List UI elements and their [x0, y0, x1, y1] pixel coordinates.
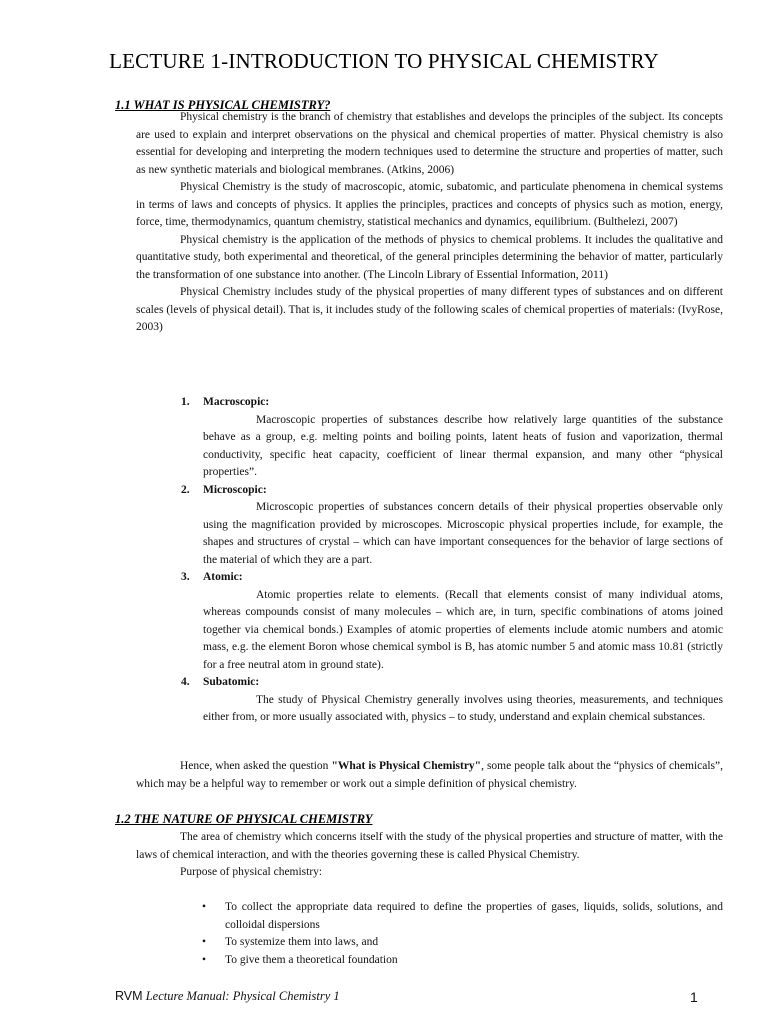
section-heading-2: 1.2 THE NATURE OF PHYSICAL CHEMISTRY: [115, 812, 373, 826]
item-text: Microscopic properties of substances concern details of their physical properties observable only using the magnification provided by microscopes. Microscopic physical properties include, for example, the shapes and structures of crystal – which can have important consequences for the behavior of large sections of the material of which they are a part.: [203, 501, 723, 566]
item-label: Atomic:: [203, 571, 243, 583]
section1-intro: [136, 109, 723, 337]
item-number: 1.: [181, 396, 190, 408]
item-text: Macroscopic properties of substances describe how relatively large quantities of the substance behave as a group, e.g. melting points and boiling points, latent heats of fusion and vaporization, thermal conductivity, specific heat capacity, coefficient of linear thermal expansion, and many other “physical properties”.: [203, 413, 723, 478]
scales-list: [136, 394, 723, 727]
list-item: [136, 394, 723, 482]
purpose-label: Purpose of physical chemistry:: [180, 866, 323, 878]
footer-manual-title: Lecture Manual: Physical Chemistry 1: [145, 989, 340, 1003]
bullet-icon: •: [202, 901, 207, 913]
bullet-icon: •: [202, 936, 207, 948]
section-heading-1: 1.1 WHAT IS PHYSICAL CHEMISTRY?: [115, 98, 331, 112]
section1-closing: [136, 758, 723, 793]
paragraph: Physical Chemistry includes study of the physical properties of many different types of substances and on different scales (levels of physical detail). That is, it includes study of the following scales of chemical properties of materials: (IvyRose, 2003): [136, 286, 723, 333]
item-text: The study of Physical Chemistry generally involves using theories, measurements, and techniques either from, or more usually associated with, physics – to study, understand and explain chemical substances.: [203, 693, 723, 723]
paragraph: The area of chemistry which concerns itself with the study of the physical properties and structure of matter, with the laws of chemical interaction, and with the theories governing these is called Physical Chemistry.: [136, 831, 723, 861]
item-label: Subatomic:: [203, 676, 260, 688]
item-number: 4.: [181, 676, 190, 688]
item-number: 2.: [181, 483, 190, 496]
bullet-icon: •: [202, 953, 207, 966]
paragraph: Physical chemistry is the application of the methods of physics to chemical problems. It includes the qualitative and quantitative study, both experimental and theoretical, of the general principles determining the behavior of matter, particularly the transformation of one substance into another. (The Lincoln Library of Essential Information, 2011): [136, 233, 723, 281]
page-title: LECTURE 1-INTRODUCTION TO PHYSICAL CHEMISTRY: [109, 49, 659, 73]
item-label: Macroscopic:: [203, 396, 270, 408]
list-item: [136, 569, 723, 674]
paragraph: Physical chemistry is the branch of chemistry that establishes and develops the principles of the subject. Its concepts are used to explain and interpret observations on the physical and chemical properties of matter. Physical chemistry is also essential for developing and interpreting the modern techniques used to determine the structure and properties of matter, such as new synthetic materials and biological membranes. (Atkins, 2006): [136, 111, 723, 176]
list-item: • To systemize them into laws, and: [136, 934, 723, 952]
page-number: 1: [690, 989, 698, 1005]
emphasis: "What is Physical Chemistry": [331, 760, 482, 772]
footer-prefix: RVM: [115, 989, 143, 1003]
list-item: • To give them a theoretical foundation: [136, 952, 723, 970]
section2-body: [136, 829, 723, 882]
footer: [115, 989, 340, 1004]
list-item: [136, 674, 723, 727]
list-item: • To collect the appropriate data required to define the properties of gases, liquids, solids, solutions, and colloidal dispersions: [202, 901, 723, 931]
paragraph: Hence, when asked the question "What is Physical Chemistry", some people talk about the “physics of chemicals”, which may be a helpful way to remember or work out a simple definition of physical chemistry.: [136, 760, 723, 790]
purpose-list: [136, 899, 723, 969]
item-label: Microscopic:: [203, 483, 267, 496]
item-number: 3.: [181, 571, 190, 583]
item-text: Atomic properties relate to elements. (Recall that elements consist of many individual atoms, whereas compounds consist of many molecules – which are, in turn, specific combinations of atoms joined together via chemical bonds.) Examples of atomic properties of elements include atomic numbers and atomic mass, e.g. the element Boron whose chemical symbol is B, has atomic number 5 and atomic mass 10.81 (strictly for a free neutral atom in ground state).: [203, 588, 723, 671]
paragraph: Physical Chemistry is the study of macroscopic, atomic, subatomic, and particulate phenomena in chemical systems in terms of laws and concepts of physics. It applies the principles, practices and concepts of physics such as motion, energy, force, time, thermodynamics, quantum chemistry, statistical mechanics and dynamics, equilibrium. (Bulthelezi, 2007): [136, 181, 723, 228]
list-item: [136, 482, 723, 570]
